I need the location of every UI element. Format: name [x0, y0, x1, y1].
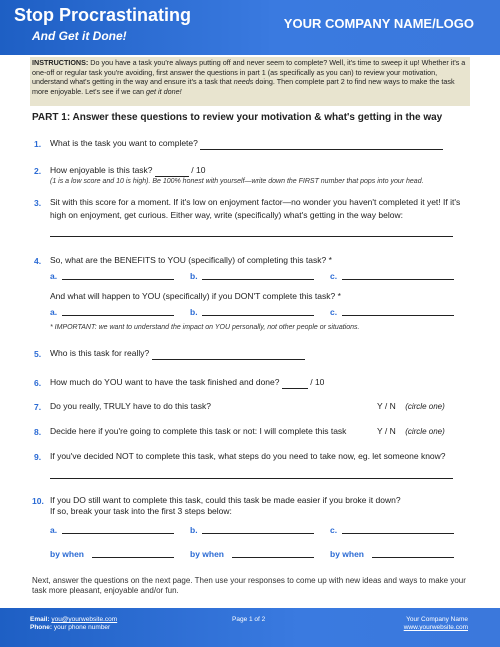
q4-consequence-b-line[interactable] [202, 315, 314, 316]
page-footer [0, 608, 500, 647]
q6-number: 6. [34, 378, 42, 388]
page-header [0, 0, 500, 55]
q7-circle-note: (circle one) [405, 402, 445, 411]
page-subtitle: And Get it Done! [32, 29, 127, 43]
q2-number: 2. [34, 166, 42, 176]
footer-company [404, 616, 468, 632]
q4-benefit-c-line[interactable] [342, 279, 454, 280]
q10-text: If you DO still want to complete this task, could this task be made easier if you broke it down? [50, 495, 401, 505]
q8-yes-no[interactable] [377, 426, 445, 436]
q10-letter-c: c. [330, 525, 338, 535]
q10-bywhen-c: by when [330, 549, 365, 559]
q5-number: 5. [34, 349, 42, 359]
q4-number: 4. [34, 256, 42, 266]
q3-text: Sit with this score for a moment. If it's low on enjoyment factor—no wonder you haven't completed it yet! If it's high on enjoyment, get curious. Either way, write (specifically) what's getting in the way below: [50, 197, 461, 220]
q1-number: 1. [34, 139, 42, 149]
q10-step-c-line[interactable] [342, 533, 454, 534]
q7-number: 7. [34, 402, 42, 412]
q7-yes-no[interactable] [377, 401, 445, 411]
footer-email-link[interactable]: you@yourwebsite.com [51, 616, 118, 623]
part1-heading: PART 1: Answer these questions to review your motivation & what's getting in the way [32, 112, 443, 123]
q4-letter-a2: a. [50, 307, 58, 317]
footer-phone: your phone number [53, 624, 111, 631]
q6-suffix: / 10 [310, 377, 325, 387]
q6-score-line[interactable] [282, 379, 308, 389]
q4-consequence-c-line[interactable] [342, 315, 454, 316]
company-logo: YOUR COMPANY NAME/LOGO [283, 16, 474, 31]
q7-text: Do you really, TRULY have to do this task? [50, 401, 211, 411]
q2-score-line[interactable] [155, 167, 189, 177]
q10-number: 10. [32, 496, 44, 506]
footer-email-label: Email: [30, 616, 50, 623]
footer-page-number: Page 1 of 2 [232, 616, 266, 623]
q10-bywhen-b: by when [190, 549, 225, 559]
q10-text2: If so, break your task into the first 3 steps below: [50, 506, 232, 516]
q4-letter-b: b. [190, 271, 198, 281]
q4-letter-b2: b. [190, 307, 198, 317]
instructions-emph2: get it done! [146, 86, 182, 96]
instructions-box [30, 57, 470, 106]
q10-bywhen-a: by when [50, 549, 85, 559]
q6-text [50, 376, 324, 389]
q4-benefit-a-line[interactable] [62, 279, 174, 280]
q10-bywhen-b-line[interactable] [232, 557, 314, 558]
q2-note: (1 is a low score and 10 is high). Be 100% honest with yourself—write down the FIRST number that pops into your head. [50, 178, 424, 185]
footer-contact [30, 616, 117, 632]
q5-answer-line[interactable] [152, 350, 305, 360]
q5-label: Who is this task for really? [50, 348, 150, 358]
instructions-label: INSTRUCTIONS: [32, 58, 89, 67]
q8-number: 8. [34, 427, 42, 437]
q3-answer-line[interactable] [50, 236, 453, 237]
q4-note: * IMPORTANT: we want to understand the impact on YOU personally, not other people or situations. [50, 324, 360, 331]
q2-text [50, 164, 205, 177]
q9-answer-line[interactable] [50, 478, 453, 479]
instructions-text-b: doing. Then complete part 2 to find new ways to make the task more enjoyable. Let's see if we can [32, 77, 455, 96]
q8-text: Decide here if you're going to complete this task or not: I will complete this task [50, 426, 347, 436]
q4-letter-a: a. [50, 271, 58, 281]
q10-letter-a: a. [50, 525, 58, 535]
q1-text [50, 137, 443, 150]
footer-company-name: Your Company Name [406, 616, 468, 623]
q4-text: So, what are the BENEFITS to YOU (specifically) of completing this task? * [50, 255, 332, 265]
q2-label: How enjoyable is this task? [50, 165, 153, 175]
q3-number: 3. [34, 198, 42, 208]
q4-text2: And what will happen to YOU (specifically) if you DON'T complete this task? * [50, 291, 341, 301]
q4-letter-c2: c. [330, 307, 338, 317]
q8-yn[interactable]: Y / N [377, 426, 396, 436]
q10-step-b-line[interactable] [202, 533, 314, 534]
q4-letter-c: c. [330, 271, 338, 281]
q10-letter-b: b. [190, 525, 198, 535]
q5-text [50, 347, 305, 360]
q7-yn[interactable]: Y / N [377, 401, 396, 411]
q10-bywhen-a-line[interactable] [92, 557, 174, 558]
footer-phone-label: Phone: [30, 624, 53, 631]
q6-label: How much do YOU want to have the task finished and done? [50, 377, 280, 387]
q9-text: If you've decided NOT to complete this task, what steps do you need to take now, eg. let someone know? [50, 451, 446, 461]
q4-benefit-b-line[interactable] [202, 279, 314, 280]
instructions-emph: needs [233, 77, 254, 87]
instructions-text-a: Do you have a task you're always putting off and never seem to complete? Well, it's time to sweep it up! Whether it's a one-off or regular task you're avoiding, first answer the questions in part 1 (as specifically as you can) to review your motivation, understand what's getting in the way and ensure it's a task that [32, 58, 466, 87]
next-instructions: Next, answer the questions on the next page. Then use your responses to come up with new ideas and ways to make your task more pleasant, enjoyable and/or fun. [32, 576, 466, 595]
q10-bywhen-c-line[interactable] [372, 557, 454, 558]
q1-answer-line[interactable] [200, 140, 443, 150]
page-title: Stop Procrastinating [14, 5, 192, 25]
q9-number: 9. [34, 452, 42, 462]
footer-website-link[interactable]: www.yourwebsite.com [403, 624, 468, 631]
q2-suffix: / 10 [191, 165, 206, 175]
q1-label: What is the task you want to complete? [50, 138, 198, 148]
q10-step-a-line[interactable] [62, 533, 174, 534]
q8-circle-note: (circle one) [405, 427, 445, 436]
q4-consequence-a-line[interactable] [62, 315, 174, 316]
